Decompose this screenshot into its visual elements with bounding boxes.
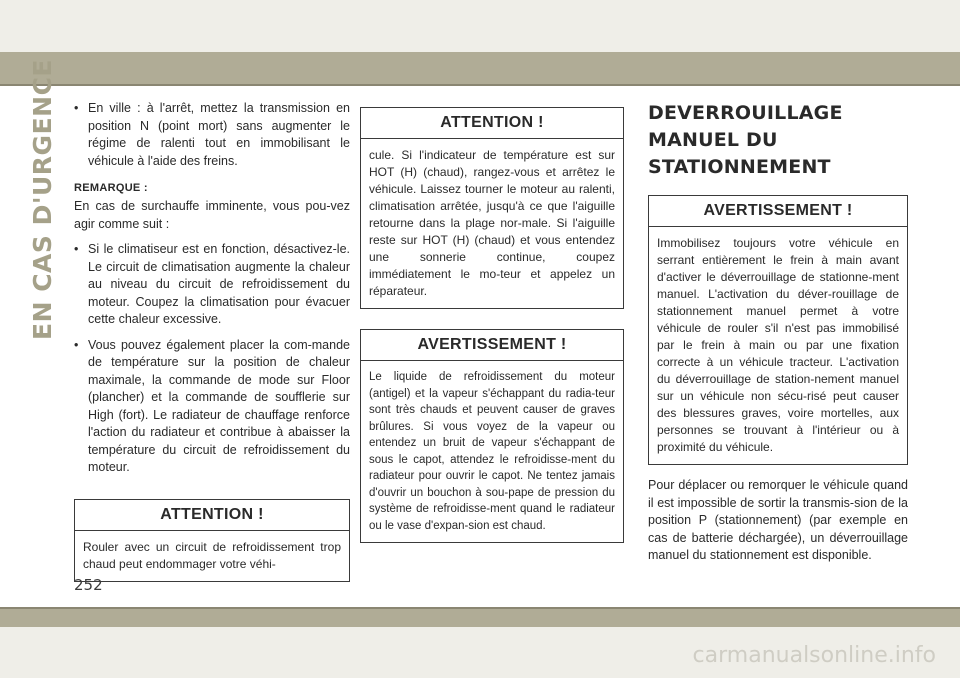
watermark: carmanualsonline.info: [692, 643, 936, 668]
note-label: REMARQUE :: [74, 182, 148, 194]
bullet-text: En ville : à l'arrêt, mettez la transmission en position N (point mort) sans augmenter le régime de ralenti tout en immobilisant le véhicule à l'aide des freins.: [88, 101, 350, 168]
list-item: • Vous pouvez également placer la com-mande de température sur la position de chaleur maximale, la commande de mode sur Floor (plancher) et la commande de soufflerie sur High (fort). Le radiateur de chauffage renforce l'action du radiateur et contribue à abaisser la température du circuit de refroidissement du moteur.: [74, 337, 350, 474]
section-title-line: STATIONNEMENT: [648, 156, 831, 178]
caution-box: [74, 499, 350, 582]
page-number: 252: [74, 576, 103, 594]
warning-box: [360, 329, 624, 543]
footer-band: [0, 609, 960, 627]
warning-title: AVERTISSEMENT !: [361, 330, 623, 361]
caution-box-continued: [360, 107, 624, 309]
caution-text: cule. Si l'indicateur de température est sur HOT (H) (chaud), rangez-vous et arrêtez le véhicule. Laissez tourner le moteur au ralenti, climatisation arrêtée, jusqu'à ce que l'aiguille retourne dans la plage nor-male. Si l'aiguille reste sur HOT (H) (chaud) et vous entendez une sonnerie continue, coupez immédiatement le mo-teur et appelez un réparateur.: [369, 148, 615, 298]
column-middle: [360, 107, 624, 543]
section-tab: [26, 58, 58, 340]
footer-band-light: [0, 627, 960, 678]
caution-title: ATTENTION !: [361, 108, 623, 139]
warning-box: [648, 195, 908, 465]
section-tab-label: EN CAS D'URGENCE: [27, 58, 57, 340]
section-title-line: DEVERROUILLAGE: [648, 102, 843, 124]
warning-text: Le liquide de refroidissement du moteur (antigel) et la vapeur s'échappant du radia-teur sont très chauds et peuvent causer de graves brûlures. Si vous voyez de la vapeur ou entendez un bruit de vapeur s'échappant de sous le capot, attendez le refroidisse-ment du radiateur pour ouvrir le capot. Ne tentez jamais d'ouvrir un bouchon à sou-pape de pression du système de refroidisse-ment quand le radiateur ou le vase d'expan-sion est chaud.: [369, 371, 615, 532]
header-rule: [0, 84, 960, 86]
caution-title: ATTENTION !: [75, 500, 349, 531]
section-title-line: MANUEL DU: [648, 129, 778, 151]
list-item: • Si le climatiseur est en fonction, désactivez-le. Le circuit de climatisation augmente la chaleur au niveau du circuit de refroidissement du moteur. Coupez la climatisation pour évacuer cette chaleur excessive.: [74, 242, 350, 326]
warning-title: AVERTISSEMENT !: [649, 196, 907, 227]
body-paragraph: Pour déplacer ou remorquer le véhicule quand il est impossible de sortir la transmis-sion de la position P (stationnement) (par exemple en cas de batterie déchargée), un déverrouillage manuel du stationnement est disponible.: [648, 478, 908, 562]
warning-text: Immobilisez toujours votre véhicule en serrant entièrement le frein à main avant d'activer le déverrouillage de stationne-ment manuel. L'activation du déver-rouillage de stationnement manuel permet à votre véhicule de rouler s'il n'est pas immobilisé par le frein à main ou par une fixation correcte à un véhicule tracteur. L'activation du déverrouillage de station-nement manuel sur un véhicule non sécu-risé peut causer des blessures graves, voire mortelles, aux personnes se trouvant à l'intérieur ou à proximité du véhicule.: [657, 236, 899, 454]
column-right: [648, 100, 908, 565]
list-item: • En ville : à l'arrêt, mettez la transmission en position N (point mort) sans augmenter le régime de ralenti tout en immobilisant le véhicule à l'aide des freins.: [74, 101, 350, 168]
header-band: [0, 52, 960, 84]
bullet-text: Vous pouvez également placer la com-mande de température sur la position de chaleur maximale, la commande de mode sur Floor (plancher) et la commande de soufflerie sur High (fort). Le radiateur de chauffage renforce l'action du radiateur et contribue à abaisser la température du circuit de refroidissement du moteur.: [88, 337, 350, 474]
note-intro: En cas de surchauffe imminente, vous pou-vez agir comme suit :: [74, 199, 350, 231]
bullet-text: Si le climatiseur est en fonction, désactivez-le. Le circuit de climatisation augmente la chaleur au niveau du circuit de refroidissement du moteur. Coupez la climatisation pour évacuer cette chaleur excessive.: [88, 242, 350, 326]
caution-text: Rouler avec un circuit de refroidissement trop chaud peut endommager votre véhi-: [83, 539, 341, 571]
header-band-light: [0, 0, 960, 52]
column-left: [74, 100, 350, 582]
section-title: [648, 100, 908, 181]
